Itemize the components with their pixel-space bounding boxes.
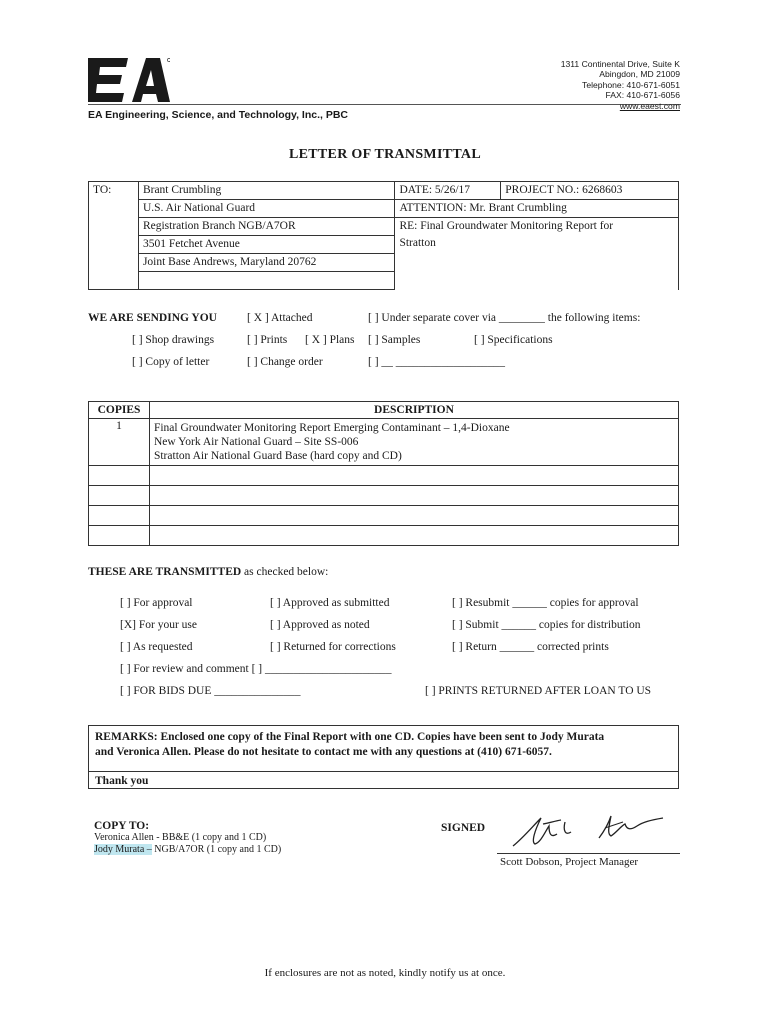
address-line: Abingdon, MD 21009 bbox=[599, 69, 680, 80]
recipient-table bbox=[88, 181, 679, 290]
remarks-line: and Veronica Allen. Please do not hesitate to contact me with any questions at (410) 671-6057. bbox=[95, 746, 552, 758]
prints-returned-checkbox[interactable]: [ ] PRINTS RETURNED AFTER LOAN TO US bbox=[425, 685, 652, 697]
copy-to-line: Veronica Allen - BB&E (1 copy and 1 CD) bbox=[94, 832, 267, 843]
copies-cell bbox=[89, 466, 150, 486]
return-checkbox[interactable]: [ ] Return ______ corrected prints bbox=[452, 641, 609, 653]
samples-checkbox[interactable]: [ ] Samples bbox=[368, 334, 421, 346]
ea-logo bbox=[88, 58, 170, 102]
attached-checkbox[interactable]: [ X ] Attached bbox=[247, 312, 313, 324]
remarks-thanks: Thank you bbox=[95, 775, 149, 787]
re-line: Stratton bbox=[399, 237, 436, 249]
copies-cell bbox=[89, 486, 150, 506]
submit-checkbox[interactable]: [ ] Submit ______ copies for distribution bbox=[452, 619, 641, 631]
page-title: LETTER OF TRANSMITTAL bbox=[289, 147, 481, 162]
footer-note: If enclosures are not as noted, kindly notify us at once. bbox=[264, 967, 506, 979]
resubmit-checkbox[interactable]: [ ] Resubmit ______ copies for approval bbox=[452, 597, 639, 609]
approved-as-submitted-checkbox[interactable]: [ ] Approved as submitted bbox=[270, 597, 390, 609]
for-approval-checkbox[interactable]: [ ] For approval bbox=[120, 597, 193, 609]
description-cell bbox=[149, 526, 678, 546]
remarks-divider bbox=[89, 771, 678, 772]
copy-to-rest: NGB/A7OR (1 copy and 1 CD) bbox=[151, 844, 282, 855]
signature bbox=[505, 808, 675, 852]
copies-cell bbox=[89, 506, 150, 526]
description-cell bbox=[149, 466, 678, 486]
table-row bbox=[89, 419, 679, 466]
company-address bbox=[561, 59, 680, 111]
signature-line bbox=[497, 853, 680, 854]
table-header-row bbox=[89, 402, 679, 419]
to-label: TO: bbox=[89, 182, 139, 290]
description-cell bbox=[149, 506, 678, 526]
description-cell bbox=[149, 486, 678, 506]
re-field bbox=[395, 218, 679, 290]
transmitted-heading bbox=[88, 566, 328, 578]
separate-cover-checkbox[interactable]: [ ] Under separate cover via ________ the following items: bbox=[368, 312, 641, 324]
copy-to-label: COPY TO: bbox=[94, 820, 150, 832]
table-row bbox=[89, 466, 679, 486]
transmitted-label: THESE ARE TRANSMITTED bbox=[88, 566, 242, 578]
transmitted-suffix: as checked below: bbox=[241, 566, 329, 578]
copy-to-block bbox=[94, 820, 281, 856]
bids-due-checkbox[interactable]: [ ] FOR BIDS DUE _______________ bbox=[120, 685, 301, 697]
recipient-line: Joint Base Andrews, Maryland 20762 bbox=[138, 254, 395, 272]
table-row bbox=[89, 526, 679, 546]
description-header: DESCRIPTION bbox=[149, 402, 678, 419]
change-order-checkbox[interactable]: [ ] Change order bbox=[247, 356, 323, 368]
company-name: EA Engineering, Science, and Technology, Inc., PBC bbox=[88, 109, 349, 121]
sending-label: WE ARE SENDING YOU bbox=[88, 312, 217, 324]
recipient-line: Brant Crumbling bbox=[138, 182, 395, 200]
table-row bbox=[89, 486, 679, 506]
remarks-box bbox=[88, 725, 679, 789]
copies-cell bbox=[89, 526, 150, 546]
project-number: PROJECT NO.: 6268603 bbox=[501, 182, 679, 200]
for-your-use-checkbox[interactable]: [X] For your use bbox=[120, 619, 197, 631]
website-link[interactable]: www.eaest.com bbox=[619, 100, 680, 111]
copies-header: COPIES bbox=[89, 402, 150, 419]
address-line: Telephone: 410-671-6051 bbox=[582, 79, 680, 90]
copies-cell: 1 bbox=[89, 419, 150, 466]
prints-checkbox[interactable]: [ ] Prints bbox=[247, 334, 288, 346]
shop-drawings-checkbox[interactable]: [ ] Shop drawings bbox=[132, 334, 215, 346]
description-line: Final Groundwater Monitoring Report Emerging Contaminant – 1,4-Dioxane bbox=[153, 422, 510, 434]
recipient-line: Registration Branch NGB/A7OR bbox=[138, 218, 395, 236]
description-line: New York Air National Guard – Site SS-006 bbox=[153, 436, 359, 448]
address-line: 1311 Continental Drive, Suite K bbox=[560, 59, 680, 69]
specifications-checkbox[interactable]: [ ] Specifications bbox=[474, 334, 553, 346]
signer-name: Scott Dobson, Project Manager bbox=[500, 856, 639, 868]
signed-label: SIGNED bbox=[441, 822, 486, 834]
copy-of-letter-checkbox[interactable]: [ ] Copy of letter bbox=[132, 356, 210, 368]
other-item-checkbox[interactable]: [ ] __ ___________________ bbox=[368, 356, 506, 368]
remarks-line: REMARKS: Enclosed one copy of the Final Report with one CD. Copies have been sent to Jody Murata bbox=[95, 731, 605, 743]
returned-for-corrections-checkbox[interactable]: [ ] Returned for corrections bbox=[270, 641, 396, 653]
approved-as-noted-checkbox[interactable]: [ ] Approved as noted bbox=[270, 619, 370, 631]
description-line: Stratton Air National Guard Base (hard copy and CD) bbox=[153, 450, 402, 462]
date-field: DATE: 5/26/17 bbox=[395, 182, 501, 200]
review-comment-checkbox[interactable]: [ ] For review and comment [ ] ______________________ bbox=[120, 663, 392, 675]
re-line: RE: Final Groundwater Monitoring Report for bbox=[399, 220, 614, 232]
recipient-line: 3501 Fetchet Avenue bbox=[138, 236, 395, 254]
recipient-line bbox=[138, 272, 395, 290]
copy-to-line bbox=[94, 844, 281, 856]
attention-field: ATTENTION: Mr. Brant Crumbling bbox=[395, 200, 679, 218]
address-line: FAX: 410-671-6056 bbox=[605, 90, 680, 101]
copies-table bbox=[88, 401, 679, 546]
recipient-line: U.S. Air National Guard bbox=[138, 200, 395, 218]
as-requested-checkbox[interactable]: [ ] As requested bbox=[120, 641, 193, 653]
highlighted-name: Jody Murata – bbox=[94, 844, 152, 855]
table-row bbox=[89, 506, 679, 526]
plans-checkbox[interactable]: [ X ] Plans bbox=[305, 334, 355, 346]
